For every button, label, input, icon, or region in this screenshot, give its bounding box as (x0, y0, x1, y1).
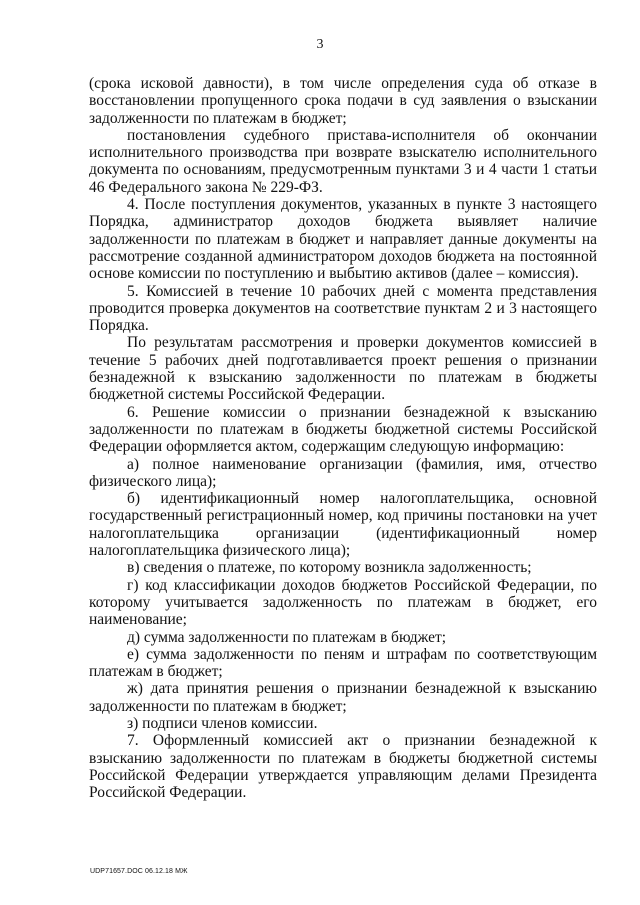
page-number: 3 (316, 37, 324, 52)
list-item: г) код классификации доходов бюджетов Российской Федерации, по которому учитывается задолженность по платежам в бюджет, его наименование; (89, 576, 597, 629)
list-item: д) сумма задолженности по платежам в бюджет; (127, 628, 447, 646)
paragraph: 4. После поступления документов, указанных в пункте 3 настоящего Порядка, администратор доходов бюджета выявляет наличие задолженности по платежам в бюджет и направляет данные документы на рассмотрение созданной администратором доходов бюджета на постоянной основе комиссии по поступлению и выбытию активов (далее – комиссия). (89, 196, 597, 283)
paragraph: 5. Комиссией в течение 10 рабочих дней с момента представления проводится проверка документов на соответствие пунктам 2 и 3 настоящего Порядка. (89, 282, 597, 335)
paragraph: (срока исковой давности), в том числе определения суда об отказе в восстановлении пропущенного срока подачи в суд заявления о взыскании задолженности по платежам в бюджет; (89, 75, 597, 127)
paragraph: 6. Решение комиссии о признании безнадежной к взысканию задолженности по платежам в бюджеты бюджетной системы Российской Федерации оформляется актом, содержащим следующую информацию: (89, 403, 597, 456)
list-item: ж) дата принятия решения о признании безнадежной к взысканию задолженности по платежам в бюджет; (89, 680, 597, 715)
list-item: в) сведения о платеже, по которому возникла задолженность; (127, 559, 532, 577)
paragraph: По результатам рассмотрения и проверки документов комиссией в течение 5 рабочих дней подготавливается проект решения о признании безнадежной к взысканию задолженности по платежам в бюджеты бюджетной системы Российской Федерации. (89, 334, 597, 404)
paragraph: 7. Оформленный комиссией акт о признании безнадежной к взысканию задолженности по платежам в бюджеты бюджетной системы Российской Федерации утверждается управляющим делами Президента Российской Федерации. (89, 732, 597, 802)
list-item: б) идентификационный номер налогоплательщика, основной государственный регистрационный номер, код причины постановки на учет налогоплательщика организации (идентификационный номер налогоплательщика физического лица); (89, 490, 597, 560)
list-item: е) сумма задолженности по пеням и штрафам по соответствующим платежам в бюджет; (89, 645, 597, 681)
list-item: з) подписи членов комиссии. (127, 714, 318, 732)
paragraph: постановления судебного пристава-исполнителя об окончании исполнительного производства при возврате взыскателю исполнительного документа по основаниям, предусмотренным пунктами 3 и 4 части 1 статьи 46 Федерального закона № 229-ФЗ. (89, 126, 597, 196)
list-item: а) полное наименование организации (фамилия, имя, отчество физического лица); (89, 455, 597, 490)
document-footer: UDP71657.DOC 06.12.18 МЖ (90, 868, 188, 875)
document-body (89, 75, 597, 801)
